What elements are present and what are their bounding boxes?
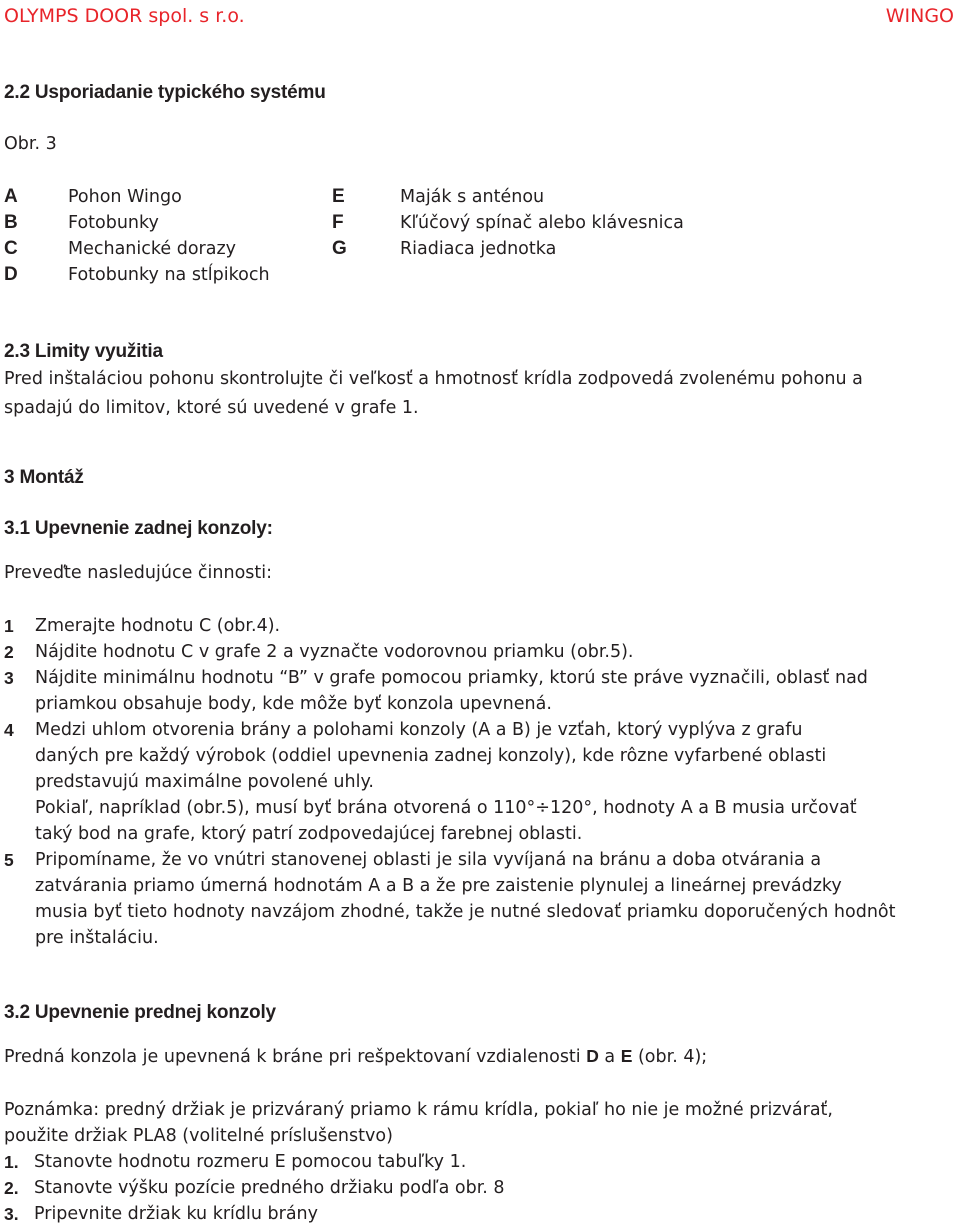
step-number: 1: [4, 616, 14, 636]
step-text: Medzi uhlom otvorenia brány a polohami konzoly (A a B) je vzťah, ktorý vyplýva z grafu: [35, 720, 803, 740]
distance-e: E: [620, 1046, 633, 1066]
step-text: zatvárania priamo úmerná hodnotám A a B a že pre zaistenie plynulej a lineárnej prevádzky: [35, 876, 842, 896]
legend-key: G: [332, 238, 347, 259]
step-number: 1.: [4, 1152, 19, 1172]
legend-key: E: [332, 186, 345, 207]
step-number: 3: [4, 668, 14, 688]
step-text: predstavujú maximálne povolené uhly.: [35, 772, 374, 792]
step-item: [4, 847, 956, 951]
note-line: použite držiak PLA8 (volitelné príslušenstvo): [4, 1126, 393, 1146]
legend-key: F: [332, 212, 344, 233]
step-text: Nájdite hodnotu C v grafe 2 a vyznačte vodorovnou priamku (obr.5).: [35, 642, 634, 662]
step-text: Pripevnite držiak ku krídlu brány: [34, 1204, 318, 1224]
heading-3-2: 3.2 Upevnenie prednej konzoly: [4, 1002, 276, 1023]
step-item: [4, 639, 956, 665]
legend-key: D: [4, 264, 18, 285]
legend-key: B: [4, 212, 18, 233]
step-text: daných pre každý výrobok (oddiel upevnenia zadnej konzoly), kde rôzne vyfarbené oblasti: [35, 746, 827, 766]
step-item: [4, 665, 956, 717]
legend-label: Maják s anténou: [400, 187, 545, 207]
step-number: 2: [4, 642, 14, 662]
step-item: [4, 1201, 956, 1227]
figure-ref: Obr. 3: [4, 134, 57, 154]
note: [4, 1097, 956, 1149]
legend-key: C: [4, 238, 18, 259]
heading-2-2: 2.2 Usporiadanie typického systému: [4, 82, 326, 103]
front-bracket-paragraph: [4, 1043, 956, 1070]
component-legend: [4, 184, 944, 288]
step-text: Zmerajte hodnotu C (obr.4).: [35, 616, 281, 636]
heading-3: 3 Montáž: [4, 467, 84, 488]
step-text: Pokiaľ, napríklad (obr.5), musí byť brána otvorená o 110°÷120°, hodnoty A a B musia určovať: [35, 798, 857, 818]
limits-paragraph: Pred inštaláciou pohonu skontrolujte či veľkosť a hmotnosť krídla zodpovedá zvolenému pohonu a spadajú do limitov, ktoré sú uvedené v grafe 1.: [4, 369, 863, 418]
step-text: pre inštaláciu.: [35, 928, 159, 948]
text-run: a: [598, 1047, 621, 1067]
step-number: 5: [4, 850, 14, 870]
legend-label: Pohon Wingo: [68, 187, 182, 207]
front-bracket-steps: [4, 1149, 956, 1227]
legend-label: Fotobunky na stĺpikoch: [68, 265, 270, 285]
step-item: [4, 613, 956, 639]
company-name: OLYMPS DOOR spol. s r.o.: [4, 5, 245, 27]
step-item: [4, 1149, 956, 1175]
step-number: 2.: [4, 1178, 19, 1198]
heading-3-1: 3.1 Upevnenie zadnej konzoly:: [4, 518, 273, 539]
step-text: Stanovte výšku pozície predného držiaku podľa obr. 8: [34, 1178, 505, 1198]
legend-label: Riadiaca jednotka: [400, 239, 557, 259]
rear-bracket-steps: [4, 613, 956, 951]
step-text: priamkou obsahuje body, kde môže byť konzola upevnená.: [35, 694, 552, 714]
steps-intro: Preveďte nasledujúce činnosti:: [4, 563, 273, 583]
step-text: Nájdite minimálnu hodnotu “B” v grafe pomocou priamky, ktorú ste práve vyznačili, oblasť nad: [35, 668, 868, 688]
legend-label: Mechanické dorazy: [68, 239, 236, 259]
legend-label: Kľúčový spínač alebo klávesnica: [400, 213, 684, 233]
step-text: Stanovte hodnotu rozmeru E pomocou tabuľky 1.: [34, 1152, 467, 1172]
note-line: Poznámka: predný držiak je prizváraný priamo k rámu krídla, pokiaľ ho nie je možné prizvárať,: [4, 1100, 833, 1120]
step-text: musia byť tieto hodnoty navzájom zhodné, takže je nutné sledovať priamku doporučených hodnôt: [35, 902, 896, 922]
text-run: Predná konzola je upevnená k bráne pri rešpektovaní vzdialenosti: [4, 1047, 587, 1067]
step-text: taký bod na grafe, ktorý patrí zodpovedajúcej farebnej oblasti.: [35, 824, 583, 844]
legend-key: A: [4, 186, 18, 207]
step-number: 4: [4, 720, 14, 740]
step-number: 3.: [4, 1204, 19, 1224]
product-name: WINGO: [885, 5, 954, 27]
distance-d: D: [586, 1046, 599, 1066]
heading-2-3: 2.3 Limity využitia: [4, 341, 163, 362]
step-item: [4, 1175, 956, 1201]
step-item: [4, 717, 956, 847]
step-text: Pripomíname, že vo vnútri stanovenej oblasti je sila vyvíjaná na bránu a doba otvárania a: [35, 850, 822, 870]
legend-label: Fotobunky: [68, 213, 159, 233]
text-run: (obr. 4);: [632, 1047, 708, 1067]
